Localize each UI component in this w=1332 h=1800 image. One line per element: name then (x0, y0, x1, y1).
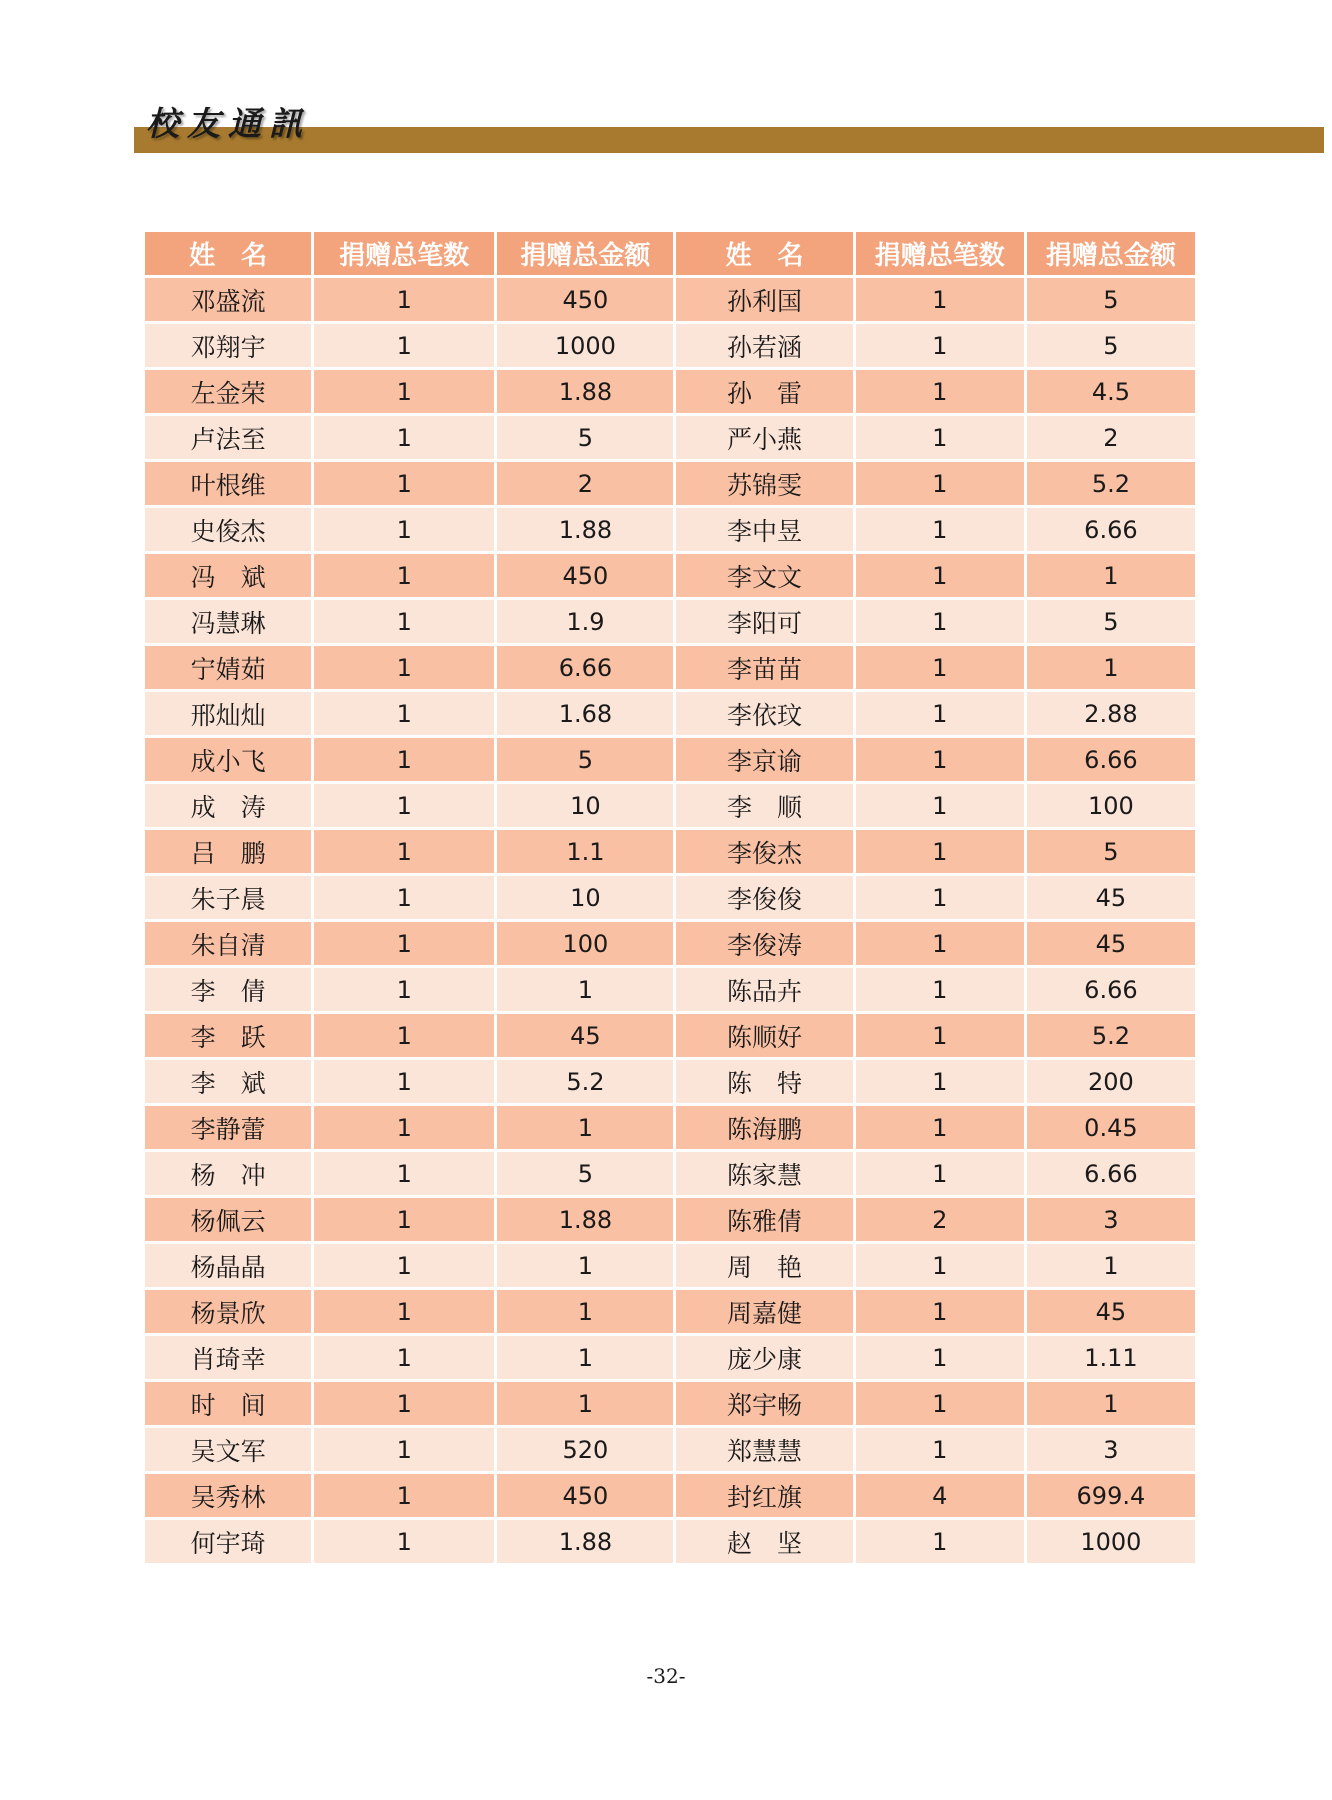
donation-amount: 5 (497, 416, 673, 459)
donor-name: 杨晶晶 (145, 1244, 311, 1287)
donation-amount: 2 (1027, 416, 1195, 459)
donation-amount: 1000 (497, 324, 673, 367)
donor-name: 冯慧琳 (145, 600, 311, 643)
donation-amount: 1 (497, 1244, 673, 1287)
donation-amount: 450 (497, 278, 673, 321)
donation-amount: 45 (1027, 876, 1195, 919)
donation-amount: 1 (1027, 1244, 1195, 1287)
donor-name: 李中昱 (676, 508, 852, 551)
donation-count: 1 (314, 1244, 494, 1287)
header-bar (134, 127, 1324, 153)
donor-name: 赵 坚 (676, 1520, 852, 1563)
donation-amount: 2.88 (1027, 692, 1195, 735)
donor-name: 邢灿灿 (145, 692, 311, 735)
donor-name: 吕 鹏 (145, 830, 311, 873)
donor-name: 杨 冲 (145, 1152, 311, 1195)
column-header-name: 姓 名 (145, 232, 311, 275)
donor-name: 朱子晨 (145, 876, 311, 919)
donation-count: 1 (856, 554, 1024, 597)
donation-amount: 2 (497, 462, 673, 505)
donation-count: 1 (856, 738, 1024, 781)
donation-count: 1 (314, 1382, 494, 1425)
donation-amount: 520 (497, 1428, 673, 1471)
donor-name: 邓盛流 (145, 278, 311, 321)
donor-name: 郑宇畅 (676, 1382, 852, 1425)
donation-count: 1 (856, 1336, 1024, 1379)
table-row (145, 416, 1195, 459)
donation-count: 1 (314, 1474, 494, 1517)
donation-count: 4 (856, 1474, 1024, 1517)
donor-name: 宁婧茹 (145, 646, 311, 689)
donation-amount: 5 (497, 1152, 673, 1195)
donation-count: 1 (856, 1382, 1024, 1425)
donation-amount: 3 (1027, 1428, 1195, 1471)
donor-name: 李阳可 (676, 600, 852, 643)
donation-amount: 1.68 (497, 692, 673, 735)
donation-count: 1 (856, 692, 1024, 735)
donation-amount: 1 (497, 1382, 673, 1425)
table-row (145, 370, 1195, 413)
donation-count: 1 (314, 278, 494, 321)
donation-amount: 200 (1027, 1060, 1195, 1103)
donation-count: 1 (314, 324, 494, 367)
donation-amount: 6.66 (1027, 738, 1195, 781)
donor-name: 肖琦幸 (145, 1336, 311, 1379)
donation-count: 1 (856, 370, 1024, 413)
donation-amount: 1 (1027, 554, 1195, 597)
donation-amount: 6.66 (497, 646, 673, 689)
donation-count: 1 (314, 508, 494, 551)
donor-name: 李依玟 (676, 692, 852, 735)
donor-name: 李 跃 (145, 1014, 311, 1057)
donation-count: 1 (314, 370, 494, 413)
table-row (145, 738, 1195, 781)
donor-name: 杨景欣 (145, 1290, 311, 1333)
donor-name: 李苗苗 (676, 646, 852, 689)
donor-name: 李俊杰 (676, 830, 852, 873)
donation-count: 1 (856, 416, 1024, 459)
table-row (145, 1520, 1195, 1563)
donation-amount: 0.45 (1027, 1106, 1195, 1149)
donor-name: 孙若涵 (676, 324, 852, 367)
donor-name: 时 间 (145, 1382, 311, 1425)
donor-name: 郑慧慧 (676, 1428, 852, 1471)
table-row (145, 1244, 1195, 1287)
donation-amount: 5 (1027, 830, 1195, 873)
donation-count: 1 (314, 600, 494, 643)
donation-amount: 5 (1027, 600, 1195, 643)
donor-name: 史俊杰 (145, 508, 311, 551)
donation-count: 1 (314, 1336, 494, 1379)
donation-count: 1 (856, 784, 1024, 827)
donation-amount: 1 (1027, 646, 1195, 689)
donation-count: 1 (856, 508, 1024, 551)
donor-name: 周嘉健 (676, 1290, 852, 1333)
donor-name: 李京谕 (676, 738, 852, 781)
table-row (145, 1474, 1195, 1517)
table-row (145, 1014, 1195, 1057)
donation-count: 1 (314, 646, 494, 689)
donation-count: 1 (314, 1290, 494, 1333)
donation-count: 1 (856, 830, 1024, 873)
donation-count: 1 (856, 1152, 1024, 1195)
donor-name: 严小燕 (676, 416, 852, 459)
donor-name: 陈海鹏 (676, 1106, 852, 1149)
donation-amount: 10 (497, 784, 673, 827)
donor-name: 陈雅倩 (676, 1198, 852, 1241)
donation-table (142, 229, 1198, 1566)
donation-count: 1 (314, 830, 494, 873)
donation-amount: 1.88 (497, 1198, 673, 1241)
donation-amount: 1 (497, 968, 673, 1011)
donation-amount: 5.2 (497, 1060, 673, 1103)
donation-count: 1 (856, 1428, 1024, 1471)
donation-count: 1 (856, 922, 1024, 965)
table-row (145, 1382, 1195, 1425)
donation-count: 1 (314, 416, 494, 459)
column-header-count: 捐赠总笔数 (856, 232, 1024, 275)
donor-name: 吴文军 (145, 1428, 311, 1471)
donation-amount: 450 (497, 1474, 673, 1517)
donor-name: 周 艳 (676, 1244, 852, 1287)
donation-amount: 5 (1027, 278, 1195, 321)
donation-count: 1 (314, 738, 494, 781)
donation-amount: 3 (1027, 1198, 1195, 1241)
column-header-amount: 捐赠总金额 (1027, 232, 1195, 275)
donor-name: 李静蕾 (145, 1106, 311, 1149)
donation-count: 2 (856, 1198, 1024, 1241)
table-row (145, 1152, 1195, 1195)
column-header-name: 姓 名 (676, 232, 852, 275)
donation-count: 1 (314, 1106, 494, 1149)
donation-count: 1 (314, 462, 494, 505)
donor-name: 陈家慧 (676, 1152, 852, 1195)
donor-name: 何宇琦 (145, 1520, 311, 1563)
table-row (145, 1428, 1195, 1471)
donation-amount: 10 (497, 876, 673, 919)
donation-amount: 1.1 (497, 830, 673, 873)
table-row (145, 968, 1195, 1011)
donor-name: 李俊涛 (676, 922, 852, 965)
donation-table-container (145, 232, 1201, 1563)
donor-name: 成小飞 (145, 738, 311, 781)
donation-amount: 1.88 (497, 1520, 673, 1563)
table-row (145, 1060, 1195, 1103)
page-number: -32- (646, 1664, 686, 1688)
donor-name: 李 顺 (676, 784, 852, 827)
donation-count: 1 (314, 1014, 494, 1057)
table-row (145, 692, 1195, 735)
donation-count: 1 (314, 922, 494, 965)
table-row (145, 462, 1195, 505)
donation-amount: 45 (1027, 922, 1195, 965)
donor-name: 李 倩 (145, 968, 311, 1011)
donation-count: 1 (314, 692, 494, 735)
donor-name: 陈品卉 (676, 968, 852, 1011)
table-row (145, 1290, 1195, 1333)
donation-amount: 1.88 (497, 370, 673, 413)
donation-amount: 100 (1027, 784, 1195, 827)
table-row (145, 876, 1195, 919)
donor-name: 冯 斌 (145, 554, 311, 597)
table-row (145, 784, 1195, 827)
table-row (145, 600, 1195, 643)
donor-name: 邓翔宇 (145, 324, 311, 367)
table-row (145, 1198, 1195, 1241)
donation-count: 1 (856, 968, 1024, 1011)
table-row (145, 646, 1195, 689)
donation-amount: 5 (1027, 324, 1195, 367)
donation-amount: 1.11 (1027, 1336, 1195, 1379)
donation-count: 1 (856, 324, 1024, 367)
donation-amount: 1 (497, 1106, 673, 1149)
donation-amount: 1.88 (497, 508, 673, 551)
column-header-count: 捐赠总笔数 (314, 232, 494, 275)
donation-amount: 699.4 (1027, 1474, 1195, 1517)
donation-amount: 1 (1027, 1382, 1195, 1425)
donor-name: 陈顺好 (676, 1014, 852, 1057)
table-row (145, 922, 1195, 965)
donation-count: 1 (856, 1106, 1024, 1149)
table-row (145, 554, 1195, 597)
donation-count: 1 (314, 1198, 494, 1241)
donation-count: 1 (314, 1428, 494, 1471)
donation-count: 1 (856, 1244, 1024, 1287)
table-row (145, 830, 1195, 873)
table-body (145, 278, 1195, 1563)
donation-count: 1 (856, 1060, 1024, 1103)
donation-amount: 5 (497, 738, 673, 781)
donor-name: 叶根维 (145, 462, 311, 505)
donation-amount: 1000 (1027, 1520, 1195, 1563)
donation-amount: 45 (497, 1014, 673, 1057)
donation-count: 1 (856, 462, 1024, 505)
donation-amount: 5.2 (1027, 1014, 1195, 1057)
donation-count: 1 (314, 1520, 494, 1563)
donation-count: 1 (856, 1520, 1024, 1563)
column-header-amount: 捐赠总金额 (497, 232, 673, 275)
donor-name: 封红旗 (676, 1474, 852, 1517)
donation-count: 1 (314, 784, 494, 827)
donation-count: 1 (314, 554, 494, 597)
table-row (145, 508, 1195, 551)
donor-name: 吴秀林 (145, 1474, 311, 1517)
table-row (145, 278, 1195, 321)
donation-amount: 100 (497, 922, 673, 965)
donor-name: 孙利国 (676, 278, 852, 321)
donation-amount: 6.66 (1027, 1152, 1195, 1195)
donor-name: 李 斌 (145, 1060, 311, 1103)
donor-name: 李俊俊 (676, 876, 852, 919)
table-row (145, 1106, 1195, 1149)
donor-name: 成 涛 (145, 784, 311, 827)
donation-amount: 1 (497, 1290, 673, 1333)
donor-name: 苏锦雯 (676, 462, 852, 505)
donation-count: 1 (856, 876, 1024, 919)
donation-amount: 6.66 (1027, 508, 1195, 551)
donation-count: 1 (856, 646, 1024, 689)
donation-amount: 4.5 (1027, 370, 1195, 413)
donation-count: 1 (856, 600, 1024, 643)
donation-count: 1 (856, 1290, 1024, 1333)
table-row (145, 324, 1195, 367)
donor-name: 孙 雷 (676, 370, 852, 413)
donation-count: 1 (856, 278, 1024, 321)
donation-count: 1 (314, 1152, 494, 1195)
donor-name: 庞少康 (676, 1336, 852, 1379)
donation-amount: 45 (1027, 1290, 1195, 1333)
donor-name: 朱自清 (145, 922, 311, 965)
donation-count: 1 (314, 968, 494, 1011)
donor-name: 李文文 (676, 554, 852, 597)
donor-name: 陈 特 (676, 1060, 852, 1103)
donation-count: 1 (314, 876, 494, 919)
donation-amount: 5.2 (1027, 462, 1195, 505)
donation-count: 1 (856, 1014, 1024, 1057)
donation-amount: 450 (497, 554, 673, 597)
donor-name: 杨佩云 (145, 1198, 311, 1241)
donor-name: 左金荣 (145, 370, 311, 413)
page-title: 校友通訊 (146, 104, 310, 143)
donation-amount: 6.66 (1027, 968, 1195, 1011)
donation-amount: 1 (497, 1336, 673, 1379)
donation-count: 1 (314, 1060, 494, 1103)
table-header-row (145, 232, 1195, 275)
table-row (145, 1336, 1195, 1379)
donor-name: 卢法至 (145, 416, 311, 459)
donation-amount: 1.9 (497, 600, 673, 643)
